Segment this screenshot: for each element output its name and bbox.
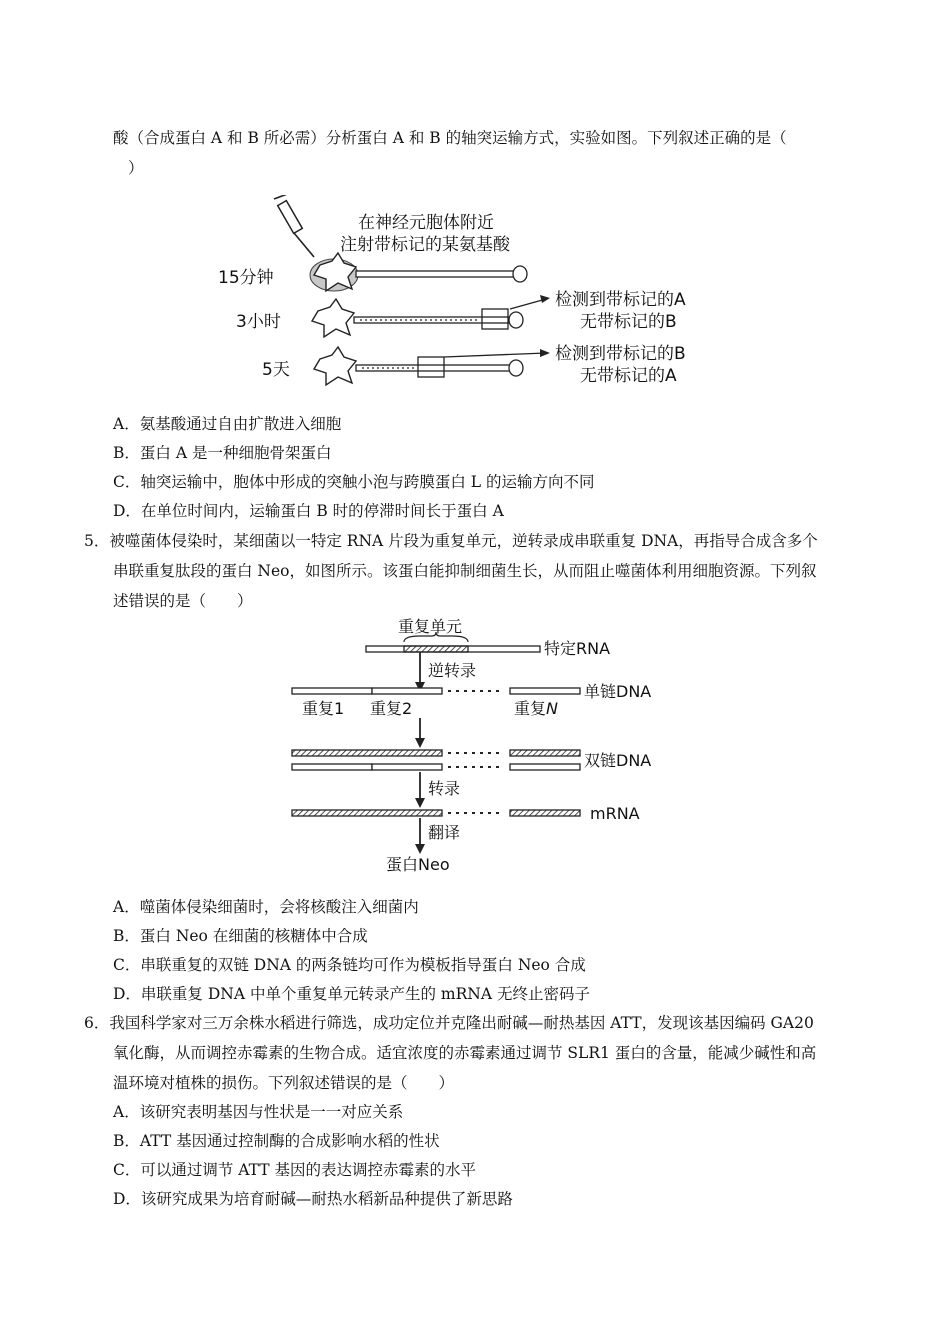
q4-option-d[interactable]: D．在单位时间内，运输蛋白 B 时的停滞时间长于蛋白 A xyxy=(113,502,504,520)
q5-stem-line3: 述错误的是（ ） xyxy=(113,592,253,610)
q5-option-c[interactable]: C．串联重复的双链 DNA 的两条链均可作为模板指导蛋白 Neo 合成 xyxy=(113,956,586,974)
protein-neo-label: 蛋白Neo xyxy=(386,855,450,874)
result2-line2: 无带标记的B xyxy=(580,312,677,332)
q5-stem-line1: 5．被噬菌体侵染时，某细菌以一特定 RNA 片段为重复单元，逆转录成串联重复 DNA，再指导合成含多个 xyxy=(84,532,818,550)
neuron-body xyxy=(314,347,356,385)
axon xyxy=(354,317,514,323)
q6-option-a[interactable]: A．该研究表明基因与性状是一一对应关系 xyxy=(113,1103,404,1121)
q6-option-d[interactable]: D．该研究成果为培育耐碱—耐热水稻新品种提供了新思路 xyxy=(113,1190,513,1208)
q6-stem-line1: 6．我国科学家对三万余株水稻进行筛选，成功定位并克隆出耐碱—耐热基因 ATT，发现该基因编码 GA20 xyxy=(84,1014,814,1032)
time-label-15min: 15分钟 xyxy=(218,268,274,288)
ds-dna-label: 双链DNA xyxy=(584,751,652,770)
q5-option-a[interactable]: A．噬菌体侵染细菌时，会将核酸注入细菌内 xyxy=(113,898,419,916)
q4-option-a[interactable]: A．氨基酸通过自由扩散进入细胞 xyxy=(113,415,342,433)
q6-option-c[interactable]: C．可以通过调节 ATT 基因的表达调控赤霉素的水平 xyxy=(113,1161,477,1179)
transcription-label: 转录 xyxy=(428,779,461,798)
q4-stem-line1: 酸（合成蛋白 A 和 B 所必需）分析蛋白 A 和 B 的轴突运输方式，实验如图。下列叙述正确的是（ xyxy=(113,129,787,147)
arrow-icon xyxy=(444,353,546,357)
time-label-5d: 5天 xyxy=(262,360,290,380)
repeat2-label: 重复2 xyxy=(370,699,413,718)
repeat-unit-segment xyxy=(404,646,468,652)
arrow-icon xyxy=(510,299,546,309)
q6-stem-line3: 温环境对植株的损伤。下列叙述错误的是（ ） xyxy=(113,1074,455,1092)
ss-dna-label: 单链DNA xyxy=(584,682,652,701)
q4-stem-line2: ） xyxy=(128,159,144,177)
result2-line1: 检测到带标记的A xyxy=(555,290,686,310)
inject-label-line2: 注射带标记的某氨基酸 xyxy=(340,235,510,255)
q4-option-b[interactable]: B．蛋白 A 是一种细胞骨架蛋白 xyxy=(113,444,332,462)
repeat-unit-label: 重复单元 xyxy=(398,617,463,636)
q5-option-d[interactable]: D．串联重复 DNA 中单个重复单元转录产生的 mRNA 无终止密码子 xyxy=(113,985,590,1003)
axon xyxy=(356,365,516,371)
axon-terminal xyxy=(509,312,523,328)
axon xyxy=(356,271,516,277)
specific-rna-label: 特定RNA xyxy=(544,639,611,658)
repeatN-label: 重复N xyxy=(514,699,558,718)
axon-terminal xyxy=(509,360,523,376)
translation-label: 翻译 xyxy=(428,823,461,842)
q4-neuron-figure xyxy=(210,195,770,395)
repeat1-label: 重复1 xyxy=(302,699,345,718)
syringe-icon xyxy=(274,195,314,257)
neuron-body xyxy=(312,299,354,337)
time-label-3h: 3小时 xyxy=(236,312,281,332)
q5-option-b[interactable]: B．蛋白 Neo 在细菌的核糖体中合成 xyxy=(113,927,368,945)
reverse-transcription-label: 逆转录 xyxy=(428,661,477,680)
q4-option-c[interactable]: C．轴突运输中，胞体中形成的突触小泡与跨膜蛋白 L 的运输方向不同 xyxy=(113,473,595,491)
q6-option-b[interactable]: B．ATT 基因通过控制酶的合成影响水稻的性状 xyxy=(113,1132,440,1150)
inject-label-line1: 在神经元胞体附近 xyxy=(358,213,494,233)
q5-stem-line2: 串联重复肽段的蛋白 Neo，如图所示。该蛋白能抑制细菌生长，从而阻止噬菌体利用细胞资源。下列叙 xyxy=(113,562,817,580)
result3-line1: 检测到带标记的B xyxy=(555,344,686,364)
mrna-label: mRNA xyxy=(590,804,640,823)
axon-terminal xyxy=(513,266,527,282)
q5-figure xyxy=(280,612,700,880)
result3-line2: 无带标记的A xyxy=(580,366,677,386)
q6-stem-line2: 氧化酶，从而调控赤霉素的生物合成。适宜浓度的赤霉素通过调节 SLR1 蛋白的含量，能减少碱性和高 xyxy=(113,1044,817,1062)
